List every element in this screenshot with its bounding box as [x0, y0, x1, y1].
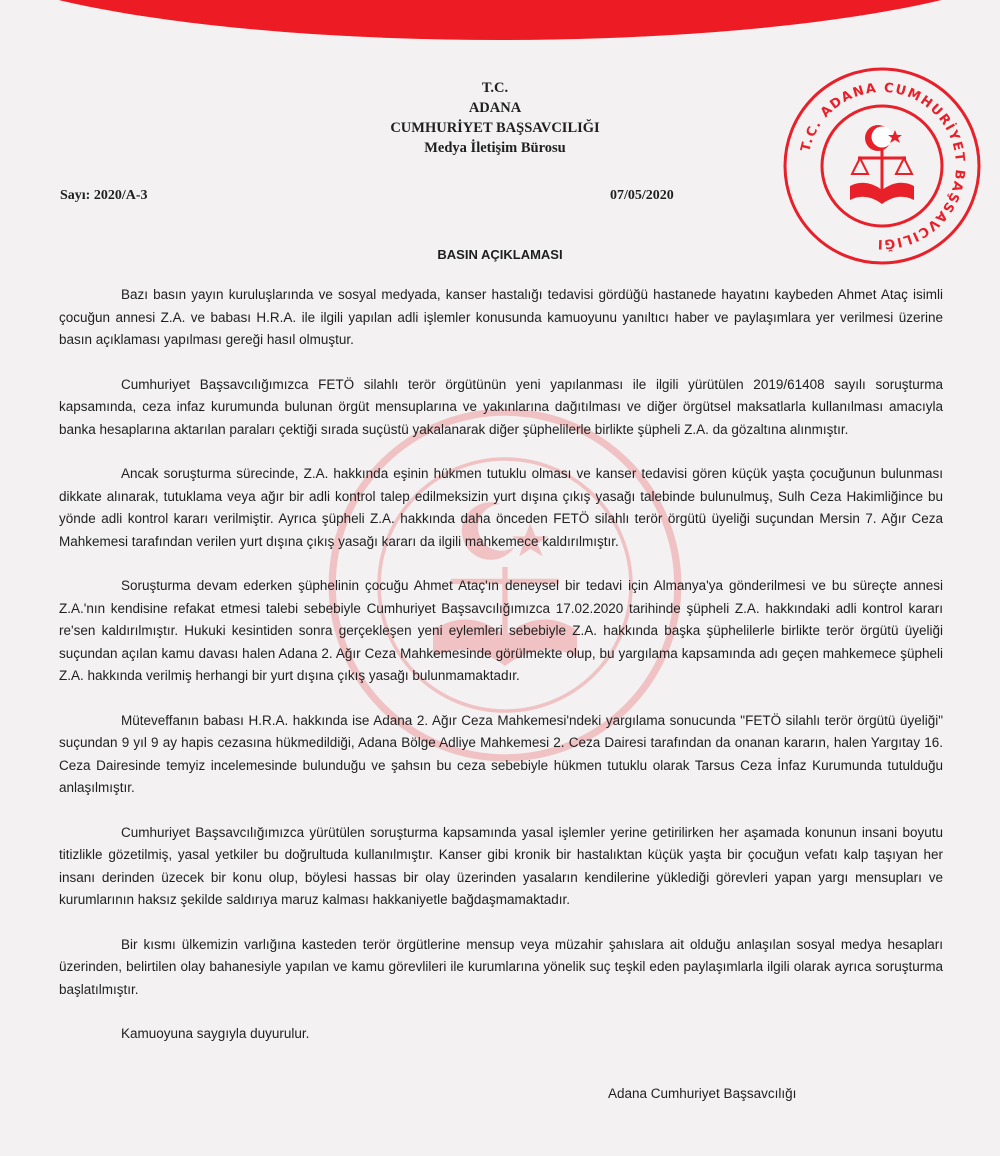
official-seal-logo [782, 66, 982, 266]
paragraph: Bazı basın yayın kuruluşlarında ve sosyal medyada, kanser hastalığı tedavisi gördüğü hastanede hayatını kaybeden Ahmet Ataç isimli çocuğun annesi Z.A. ve babası H.R.A. ile ilgili yapılan adli işlemler konusunda kamuoyunu yanıltıcı haber ve paylaşımlara yer verilmesi üzerine basın açıklaması yapılması gereği hasıl olmuştur. [59, 287, 943, 347]
header-country: T.C. [481, 80, 509, 96]
header-city: ADANA [468, 100, 522, 116]
document-header [330, 78, 660, 158]
paragraph: Müteveffanın babası H.R.A. hakkında ise Adana 2. Ağır Ceza Mahkemesi'ndeki yargılama sonucunda "FETÖ silahlı terör örgütü üyeliği" suçundan 9 yıl 9 ay hapis cezasına hükmedildiği, Adana Bölge Adliye Mahkemesi 2. Ceza Dairesi tarafından da onanan kararın, halen Yargıtay 16. Ceza Dairesinde temyiz incelemesinde bulunduğu ve şahsın bu ceza sebebiyle hükmen tutuklu olarak Tarsus Ceza İnfaz Kurumunda tutulduğu anlaşılmıştır. [59, 712, 943, 795]
paragraph: Soruşturma devam ederken şüphelinin çocuğu Ahmet Ataç'ın deneysel bir tedavi için Almanya'ya gönderilmesi ve bu süreçte annesi Z.A.'nın kendisine refakat etmesi talebi sebebiyle Cumhuriyet Başsavcılığımızca 17.02.2020 tarihinde şüpheli Z.A. hakkındaki adli kontrol kararı re'sen kaldırılmıştır. Hukuki kesintiden sonra gerçekleşen yeni eylemleri sebebiyle Z.A. hakkında başka şüphelilerle birlikte terör örgütü üyeliği suçundan açılan kamu davası halen Adana 2. Ağır Ceza Mahkemesinde görülmekte olup, bu yargılama kapsamında adı geçen mahkemece şüpheli Z.A. hakkında verilmiş herhangi bir yurt dışına çıkış yasağı bulunmamaktadır. [59, 578, 943, 683]
paragraph: Ancak soruşturma sürecinde, Z.A. hakkında eşinin hükmen tutuklu olması ve kanser tedavisi gören küçük yaşta çocuğunun bulunması dikkate alınarak, tutuklama veya ağır bir adli kontrol talep edilmeksizin yurt dışına çıkış yasağı talebinde bulunulmuş, Sulh Ceza Hakimliğince bu yönde adli kontrol kararı verilmiştir. Ayrıca şüpheli Z.A. hakkında daha önceden FETÖ silahlı terör örgütü üyeliği suçundan Mersin 7. Ağır Ceza Mahkemesi tarafından verilen yurt dışına çıkış yasağı kararı da ilgili mahkemece kaldırılmıştır. [59, 466, 943, 549]
top-red-banner [0, 0, 1000, 40]
closing-line: Kamuoyuna saygıyla duyurulur. [121, 1026, 310, 1041]
document-number: Sayı: 2020/A-3 [60, 188, 148, 203]
header-unit: Medya İletişim Bürosu [424, 140, 566, 156]
paragraph: Bir kısmı ülkemizin varlığına kasteden terör örgütlerine mensup veya müzahir şahıslara ait olduğu anlaşılan sosyal medya hesapları üzerinden, belirtilen olay bahanesiyle yapılan ve kamu görevlileri ile kurumlarına yönelik suç teşkil eden paylaşımlarla ilgili olarak ayrıca soruşturma başlatılmıştır. [59, 936, 943, 997]
press-release-title: BASIN AÇIKLAMASI [437, 247, 563, 262]
paragraph: Cumhuriyet Başsavcılığımızca FETÖ silahlı terör örgütünün yeni yapılanması ile ilgili yürütülen 2019/61408 sayılı soruşturma kapsamında, ceza infaz kurumunda bulunan örgüt mensuplarına ve yakınlarına dağıtılması ve diğer örgütsel maksatlarla kullanılması amacıyla banka hesaplarına aktarılan paraları çektiği sırada suçüstü yakalanarak diğer şüphelilerle birlikte şüpheli Z.A. da gözaltına alınmıştır. [59, 376, 943, 437]
paragraph: Cumhuriyet Başsavcılığımızca yürütülen soruşturma kapsamında yasal işlemler yerine getirilirken her aşamada konunun insani boyutu titizlikle gözetilmiş, yasal yetkiler bu doğrultuda kullanılmıştır. Kanser gibi kronik bir hastalıktan küçük yaşta bir çocuğun vefatı kalp taşıyan her insanı derinden üzecek bir konu olup, böylesi hassas bir olay üzerinden yasaların kendilerine yüklediği görevleri yapan yargı mensupları ve kurumlarının haksız şekilde saldırıya maruz kalması hakkaniyetle bağdaşmamaktadır. [59, 824, 943, 907]
document-body [59, 284, 943, 1068]
svg-text:T.C. ADANA CUMHURİYET BAŞSAVCI: T.C. ADANA CUMHURİYET BAŞSAVCILIĞI [798, 80, 968, 252]
signature-block: Adana Cumhuriyet Başsavcılığı [608, 1086, 797, 1101]
header-office: CUMHURİYET BAŞSAVCILIĞI [390, 120, 600, 136]
document-date: 07/05/2020 [610, 188, 674, 203]
